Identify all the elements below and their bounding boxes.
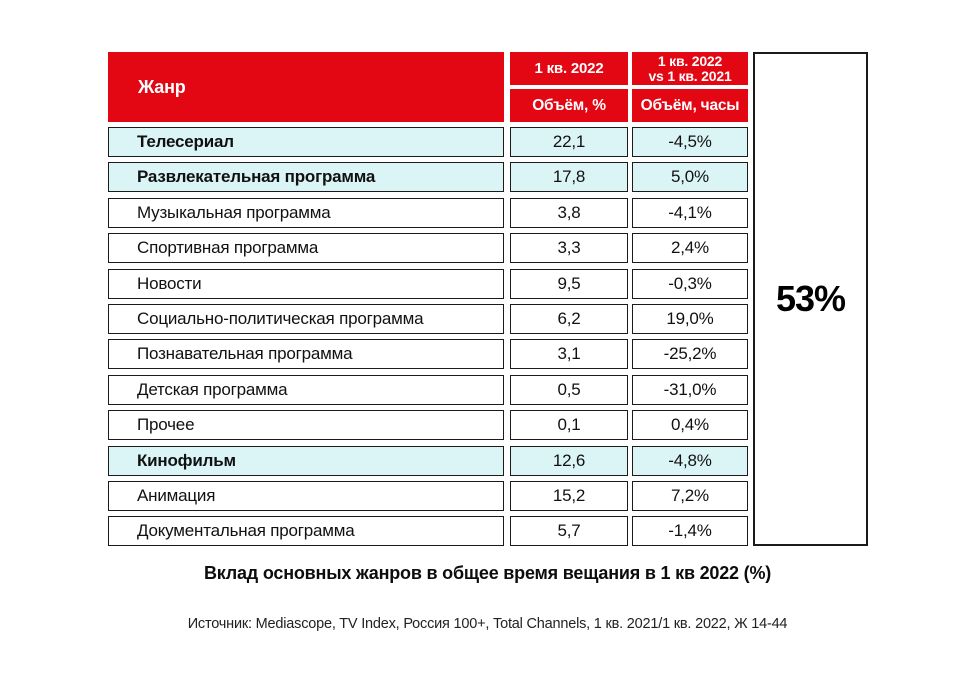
table-row: [108, 198, 748, 228]
source-note: Источник: Mediascope, TV Index, Россия 100+, Total Channels, 1 кв. 2021/1 кв. 2022, Ж 14-44: [187, 616, 788, 632]
table-row: [108, 304, 748, 334]
volume-pct-cell: 12,6: [510, 446, 628, 476]
genre-cell: Кинофильм: [108, 446, 504, 476]
genre-cell: Новости: [108, 269, 504, 299]
period-vs-line1: 1 кв. 2022: [657, 52, 723, 69]
volume-hours-cell: 19,0%: [632, 304, 748, 334]
highlighted-share-value: 53%: [775, 278, 846, 319]
genre-cell: Детская программа: [108, 375, 504, 405]
table-row: [108, 516, 748, 546]
genre-cell: Спортивная программа: [108, 233, 504, 263]
volume-pct-cell: 0,1: [510, 410, 628, 440]
volume-pct-cell: 9,5: [510, 269, 628, 299]
period-vs-header: [632, 52, 748, 85]
table-row: [108, 233, 748, 263]
volume-hours-cell: -0,3%: [632, 269, 748, 299]
volume-pct-cell: 3,3: [510, 233, 628, 263]
genres-table: [108, 52, 748, 546]
volume-pct-cell: 6,2: [510, 304, 628, 334]
volume-hours-cell: -4,5%: [632, 127, 748, 157]
table-row: [108, 162, 748, 192]
period-vs-line2: vs 1 кв. 2021: [648, 67, 732, 84]
volume-pct-metric-header: Объём, %: [510, 89, 628, 122]
table-row: [108, 446, 748, 476]
table-caption: Вклад основных жанров в общее время вещания в 1 кв 2022 (%): [203, 563, 772, 583]
volume-hours-cell: -25,2%: [632, 339, 748, 369]
volume-pct-cell: 0,5: [510, 375, 628, 405]
genre-cell: Прочее: [108, 410, 504, 440]
volume-hours-column-header: [632, 52, 748, 122]
genre-cell: Музыкальная программа: [108, 198, 504, 228]
genre-column-header: Жанр: [108, 52, 504, 122]
volume-hours-cell: 5,0%: [632, 162, 748, 192]
volume-pct-cell: 22,1: [510, 127, 628, 157]
table-row: [108, 339, 748, 369]
volume-hours-metric-header: Объём, часы: [632, 89, 748, 122]
genre-cell: Анимация: [108, 481, 504, 511]
highlighted-share-box: [753, 52, 868, 546]
genre-cell: Социально-политическая программа: [108, 304, 504, 334]
table-row: [108, 269, 748, 299]
volume-pct-cell: 3,8: [510, 198, 628, 228]
genre-cell: Развлекательная программа: [108, 162, 504, 192]
genre-cell: Познавательная программа: [108, 339, 504, 369]
volume-pct-cell: 17,8: [510, 162, 628, 192]
period-2022-header: 1 кв. 2022: [510, 52, 628, 85]
table-row: [108, 375, 748, 405]
table-row: [108, 127, 748, 157]
table-body: [108, 127, 748, 546]
volume-hours-cell: -31,0%: [632, 375, 748, 405]
volume-hours-cell: -4,1%: [632, 198, 748, 228]
volume-pct-cell: 3,1: [510, 339, 628, 369]
table-row: [108, 410, 748, 440]
volume-hours-cell: 2,4%: [632, 233, 748, 263]
volume-hours-cell: -4,8%: [632, 446, 748, 476]
table-row: [108, 481, 748, 511]
volume-pct-cell: 5,7: [510, 516, 628, 546]
genre-cell: Телесериал: [108, 127, 504, 157]
table-header-row: [108, 52, 748, 122]
volume-hours-cell: -1,4%: [632, 516, 748, 546]
volume-hours-cell: 7,2%: [632, 481, 748, 511]
volume-pct-column-header: [510, 52, 628, 122]
volume-pct-cell: 15,2: [510, 481, 628, 511]
volume-hours-cell: 0,4%: [632, 410, 748, 440]
genre-cell: Документальная программа: [108, 516, 504, 546]
